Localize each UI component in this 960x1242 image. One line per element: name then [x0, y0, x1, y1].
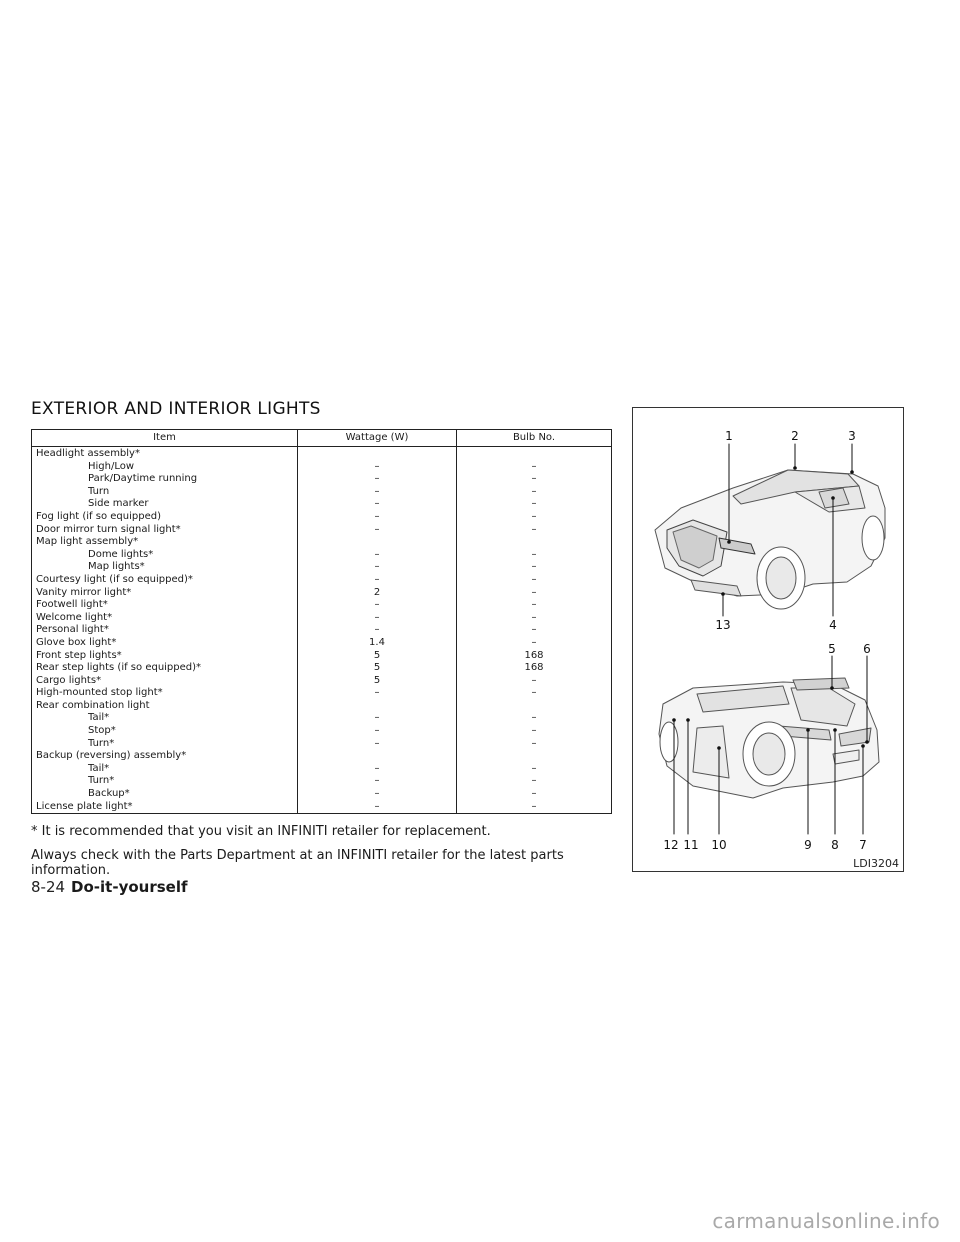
- rear-vehicle-drawing: [659, 678, 879, 798]
- table-row: [32, 536, 612, 549]
- table-row: [32, 624, 612, 637]
- table-row: [32, 574, 612, 587]
- bulb-no-cell: –: [457, 775, 612, 788]
- bulb-no-cell: –: [457, 624, 612, 637]
- page-number: 8-24: [31, 878, 66, 896]
- wattage-cell: –: [298, 511, 457, 524]
- wattage-cell: –: [298, 687, 457, 700]
- table-row: [32, 675, 612, 688]
- item-cell: Vanity mirror light*: [32, 587, 298, 600]
- wattage-cell: –: [298, 486, 457, 499]
- table-row: [32, 498, 612, 511]
- wattage-cell: –: [298, 599, 457, 612]
- vehicle-illustration: [633, 408, 905, 873]
- bulb-no-cell: –: [457, 561, 612, 574]
- table-row: [32, 750, 612, 763]
- wattage-cell: –: [298, 712, 457, 725]
- table-row: [32, 599, 612, 612]
- callout-4: 4: [829, 618, 837, 632]
- header-wattage: Wattage (W): [298, 430, 457, 447]
- item-cell: Cargo lights*: [32, 675, 298, 688]
- wattage-cell: [298, 447, 457, 461]
- item-cell: Door mirror turn signal light*: [32, 524, 298, 537]
- item-cell: Dome lights*: [32, 549, 298, 562]
- item-cell: Tail*: [32, 712, 298, 725]
- item-cell: Glove box light*: [32, 637, 298, 650]
- bulb-no-cell: –: [457, 511, 612, 524]
- wattage-cell: 5: [298, 662, 457, 675]
- item-cell: Map light assembly*: [32, 536, 298, 549]
- item-cell: High-mounted stop light*: [32, 687, 298, 700]
- table-row: [32, 700, 612, 713]
- table-row: [32, 662, 612, 675]
- bulb-no-cell: –: [457, 801, 612, 814]
- table-row: [32, 738, 612, 751]
- wattage-cell: 1.4: [298, 637, 457, 650]
- section-title: EXTERIOR AND INTERIOR LIGHTS: [31, 399, 321, 419]
- table-row: [32, 650, 612, 663]
- bulb-no-cell: –: [457, 574, 612, 587]
- wattage-cell: 5: [298, 650, 457, 663]
- bulb-no-cell: [457, 750, 612, 763]
- table-row: [32, 801, 612, 814]
- callout-6: 6: [863, 642, 871, 656]
- callout-11: 11: [683, 838, 699, 852]
- item-cell: Side marker: [32, 498, 298, 511]
- table-row: [32, 561, 612, 574]
- table-body: [32, 447, 612, 814]
- wattage-cell: –: [298, 561, 457, 574]
- item-cell: Rear step lights (if so equipped)*: [32, 662, 298, 675]
- replacement-note: * It is recommended that you visit an INFINITI retailer for replacement.: [31, 824, 491, 839]
- callout-8: 8: [831, 838, 839, 852]
- item-cell: Turn*: [32, 775, 298, 788]
- wattage-cell: –: [298, 473, 457, 486]
- item-cell: Park/Daytime running: [32, 473, 298, 486]
- wattage-cell: [298, 536, 457, 549]
- wattage-cell: [298, 700, 457, 713]
- bulb-no-cell: 168: [457, 650, 612, 663]
- bulb-no-cell: 168: [457, 662, 612, 675]
- wattage-cell: –: [298, 549, 457, 562]
- item-cell: Headlight assembly*: [32, 447, 298, 461]
- bulb-no-cell: –: [457, 788, 612, 801]
- table-row: [32, 612, 612, 625]
- callout-7: 7: [859, 838, 867, 852]
- page-footer: [31, 878, 188, 896]
- wattage-cell: –: [298, 801, 457, 814]
- table-row: [32, 587, 612, 600]
- table-row: [32, 486, 612, 499]
- item-cell: Backup*: [32, 788, 298, 801]
- item-cell: Personal light*: [32, 624, 298, 637]
- wattage-cell: –: [298, 725, 457, 738]
- item-cell: Welcome light*: [32, 612, 298, 625]
- header-item: Item: [32, 430, 298, 447]
- bulb-no-cell: –: [457, 486, 612, 499]
- bulb-no-cell: –: [457, 763, 612, 776]
- parts-note: Always check with the Parts Department at an INFINITI retailer for the latest parts information.: [31, 848, 564, 878]
- callout-1: 1: [725, 429, 733, 443]
- callout-13: 13: [715, 618, 731, 632]
- wattage-cell: –: [298, 524, 457, 537]
- wattage-cell: [298, 750, 457, 763]
- bulb-no-cell: –: [457, 599, 612, 612]
- wattage-cell: –: [298, 461, 457, 474]
- wattage-cell: –: [298, 788, 457, 801]
- item-cell: Tail*: [32, 763, 298, 776]
- bulb-no-cell: [457, 447, 612, 461]
- vehicle-light-locations-figure: [632, 407, 904, 872]
- bulb-no-cell: –: [457, 637, 612, 650]
- table-row: [32, 725, 612, 738]
- table-row: [32, 637, 612, 650]
- callout-12: 12: [663, 838, 679, 852]
- item-cell: Stop*: [32, 725, 298, 738]
- table-header-row: [32, 430, 612, 447]
- table-row: [32, 511, 612, 524]
- callout-3: 3: [848, 429, 856, 443]
- item-cell: Footwell light*: [32, 599, 298, 612]
- bulb-no-cell: –: [457, 738, 612, 751]
- item-cell: High/Low: [32, 461, 298, 474]
- header-bulb-no: Bulb No.: [457, 430, 612, 447]
- bulb-no-cell: –: [457, 549, 612, 562]
- bulb-no-cell: –: [457, 473, 612, 486]
- callout-2: 2: [791, 429, 799, 443]
- table-row: [32, 447, 612, 461]
- table-row: [32, 549, 612, 562]
- callout-5: 5: [828, 642, 836, 656]
- watermark: carmanualsonline.info: [712, 1209, 940, 1233]
- table-row: [32, 461, 612, 474]
- item-cell: Rear combination light: [32, 700, 298, 713]
- item-cell: Front step lights*: [32, 650, 298, 663]
- wattage-cell: –: [298, 738, 457, 751]
- front-vehicle-drawing: [655, 470, 885, 609]
- wattage-cell: –: [298, 775, 457, 788]
- bulb-no-cell: [457, 536, 612, 549]
- table-row: [32, 775, 612, 788]
- item-cell: Fog light (if so equipped): [32, 511, 298, 524]
- bulb-specification-table: [31, 429, 612, 814]
- table-row: [32, 473, 612, 486]
- table-row: [32, 763, 612, 776]
- wattage-cell: –: [298, 612, 457, 625]
- bulb-no-cell: –: [457, 712, 612, 725]
- wattage-cell: –: [298, 624, 457, 637]
- figure-code: LDI3204: [853, 857, 899, 870]
- item-cell: License plate light*: [32, 801, 298, 814]
- bulb-no-cell: –: [457, 498, 612, 511]
- bulb-no-cell: –: [457, 725, 612, 738]
- bulb-no-cell: [457, 700, 612, 713]
- wattage-cell: –: [298, 574, 457, 587]
- item-cell: Backup (reversing) assembly*: [32, 750, 298, 763]
- chapter-title: Do-it-yourself: [71, 878, 188, 896]
- wattage-cell: –: [298, 763, 457, 776]
- bulb-no-cell: –: [457, 461, 612, 474]
- bulb-no-cell: –: [457, 687, 612, 700]
- item-cell: Turn: [32, 486, 298, 499]
- bulb-no-cell: –: [457, 675, 612, 688]
- table-row: [32, 788, 612, 801]
- wattage-cell: 2: [298, 587, 457, 600]
- table-row: [32, 524, 612, 537]
- callout-10: 10: [711, 838, 727, 852]
- item-cell: Map lights*: [32, 561, 298, 574]
- table-row: [32, 712, 612, 725]
- table-row: [32, 687, 612, 700]
- bulb-no-cell: –: [457, 587, 612, 600]
- bulb-no-cell: –: [457, 524, 612, 537]
- item-cell: Courtesy light (if so equipped)*: [32, 574, 298, 587]
- callout-9: 9: [804, 838, 812, 852]
- item-cell: Turn*: [32, 738, 298, 751]
- wattage-cell: –: [298, 498, 457, 511]
- wattage-cell: 5: [298, 675, 457, 688]
- bulb-no-cell: –: [457, 612, 612, 625]
